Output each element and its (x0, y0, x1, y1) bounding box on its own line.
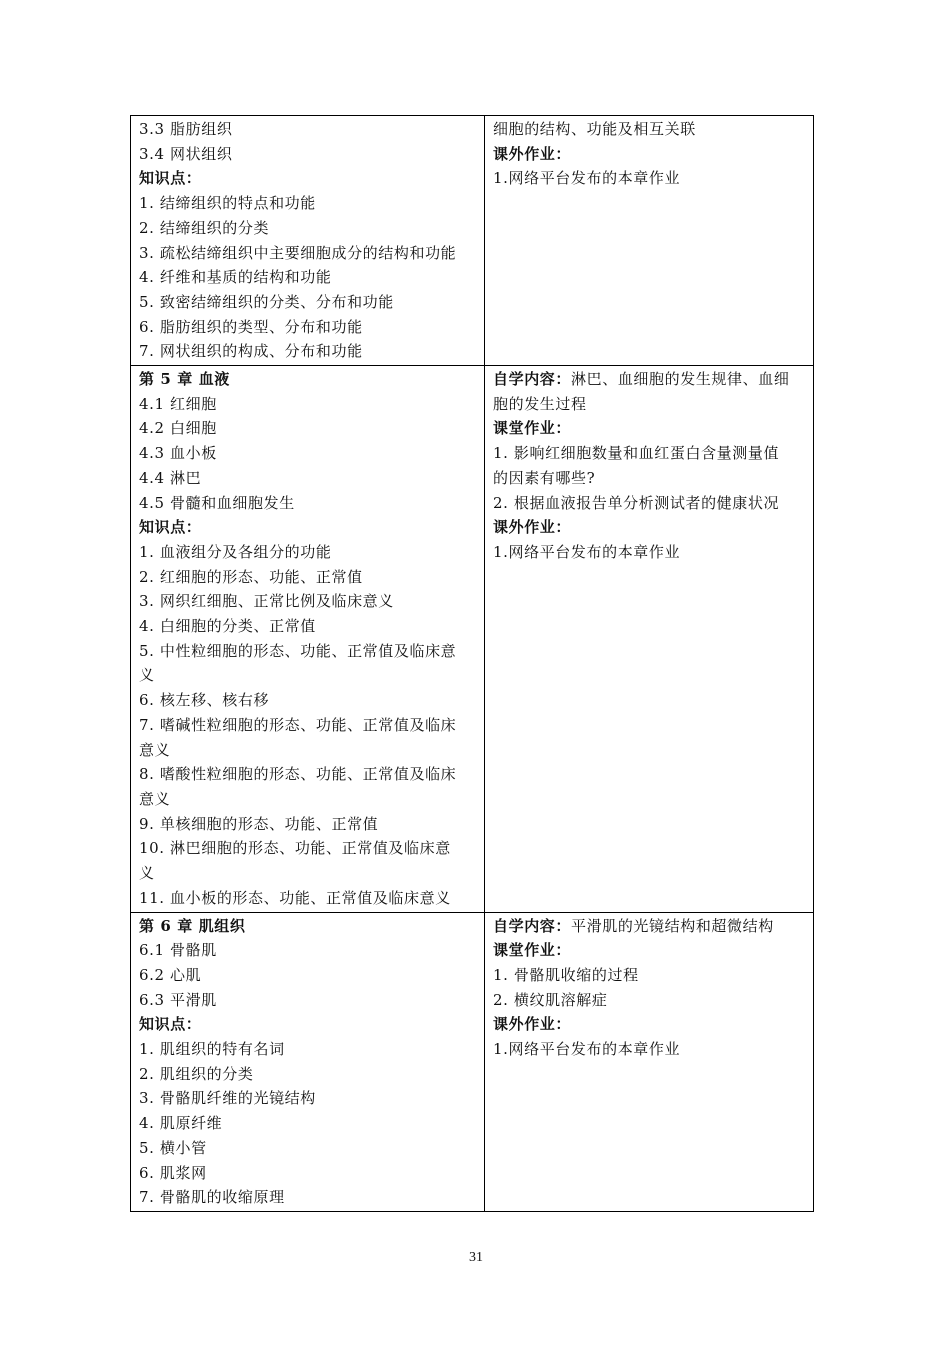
text-line: 3. 网织红细胞、正常比例及临床意义 (139, 592, 394, 611)
text-line: 9. 单核细胞的形态、功能、正常值 (139, 814, 379, 833)
section-text: 淋巴、血细胞的发生规律、血细 (571, 370, 790, 389)
text-line: 2. 横纹肌溶解症 (493, 990, 608, 1009)
section-heading: 课外作业： (493, 144, 572, 163)
text-line: 7. 网状组织的构成、分布和功能 (139, 342, 363, 361)
text-line: 4. 白细胞的分类、正常值 (139, 617, 316, 636)
text-line: 意义 (139, 789, 171, 808)
text-line: 1. 血液组分及各组分的功能 (139, 542, 332, 561)
text-line: 胞的发生过程 (493, 394, 587, 413)
chapter-content-cell (131, 366, 485, 912)
section-heading: 知识点： (139, 1015, 202, 1034)
text-line: 10. 淋巴细胞的形态、功能、正常值及临床意 (139, 839, 451, 858)
text-line: 7. 嗜碱性粒细胞的形态、功能、正常值及临床 (139, 715, 457, 734)
text-line: 义 (139, 864, 155, 883)
section-label: 自学内容： (493, 370, 572, 389)
assignment-cell (485, 116, 814, 366)
section-heading: 知识点： (139, 169, 202, 188)
text-line: 1.网络平台发布的本章作业 (493, 169, 681, 188)
assignment-cell (485, 912, 814, 1211)
table-row (131, 366, 814, 912)
text-line: 5. 致密结缔组织的分类、分布和功能 (139, 292, 394, 311)
table-row (131, 116, 814, 366)
text-line: 意义 (139, 740, 171, 759)
text-line: 1.网络平台发布的本章作业 (493, 542, 681, 561)
text-line: 4.5 骨髓和血细胞发生 (139, 493, 295, 512)
text-line: 3.4 网状组织 (139, 144, 233, 163)
text-line: 3. 疏松结缔组织中主要细胞成分的结构和功能 (139, 243, 457, 262)
chapter-content-cell (131, 116, 485, 366)
text-line (493, 367, 805, 392)
text-line: 2. 根据血液报告单分析测试者的健康状况 (493, 493, 780, 512)
text-line (493, 914, 805, 939)
section-heading: 知识点： (139, 518, 202, 537)
text-line: 的因素有哪些? (493, 468, 596, 487)
text-line: 4.1 红细胞 (139, 394, 217, 413)
section-heading: 第 5 章 血液 (139, 370, 230, 389)
text-line: 2. 红细胞的形态、功能、正常值 (139, 567, 363, 586)
curriculum-table-body (131, 116, 814, 1212)
text-line: 11. 血小板的形态、功能、正常值及临床意义 (139, 888, 451, 907)
text-line: 1. 骨骼肌收缩的过程 (493, 965, 639, 984)
text-line: 4.2 白细胞 (139, 419, 217, 438)
section-heading: 课外作业： (493, 1015, 572, 1034)
text-line: 1.网络平台发布的本章作业 (493, 1040, 681, 1059)
text-line: 5. 中性粒细胞的形态、功能、正常值及临床意 (139, 641, 457, 660)
section-heading: 第 6 章 肌组织 (139, 916, 246, 935)
text-line: 4. 肌原纤维 (139, 1114, 223, 1133)
section-heading: 课堂作业： (493, 419, 572, 438)
text-line: 细胞的结构、功能及相互关联 (493, 120, 696, 138)
text-line: 3. 骨骼肌纤维的光镜结构 (139, 1089, 316, 1108)
text-line: 2. 结缔组织的分类 (139, 218, 270, 237)
text-line: 6.3 平滑肌 (139, 990, 217, 1009)
chapter-content-cell (131, 912, 485, 1211)
assignment-cell (485, 366, 814, 912)
text-line: 3.3 脂肪组织 (139, 120, 233, 138)
text-line: 1. 结缔组织的特点和功能 (139, 194, 316, 213)
text-line: 6. 脂肪组织的类型、分布和功能 (139, 317, 363, 336)
text-line: 6.2 心肌 (139, 965, 202, 984)
text-line: 4. 纤维和基质的结构和功能 (139, 268, 332, 287)
table-row (131, 912, 814, 1211)
text-line: 4.3 血小板 (139, 444, 217, 463)
text-line: 6.1 骨骼肌 (139, 941, 217, 960)
text-line: 7. 骨骼肌的收缩原理 (139, 1188, 285, 1207)
page-number: 31 (469, 1250, 483, 1265)
text-line: 义 (139, 666, 155, 685)
text-line: 2. 肌组织的分类 (139, 1064, 254, 1083)
text-line: 1. 肌组织的特有名词 (139, 1040, 285, 1059)
text-line: 4.4 淋巴 (139, 468, 202, 487)
section-text: 平滑肌的光镜结构和超微结构 (571, 916, 774, 935)
section-heading: 课堂作业： (493, 941, 572, 960)
text-line: 6. 核左移、核右移 (139, 691, 270, 710)
section-heading: 课外作业： (493, 518, 572, 537)
text-line: 8. 嗜酸性粒细胞的形态、功能、正常值及临床 (139, 765, 457, 784)
text-line: 1. 影响红细胞数量和血红蛋白含量测量值 (493, 444, 780, 463)
curriculum-table (130, 115, 814, 1212)
text-line: 6. 肌浆网 (139, 1163, 207, 1182)
section-label: 自学内容： (493, 916, 572, 935)
text-line: 5. 横小管 (139, 1138, 207, 1157)
